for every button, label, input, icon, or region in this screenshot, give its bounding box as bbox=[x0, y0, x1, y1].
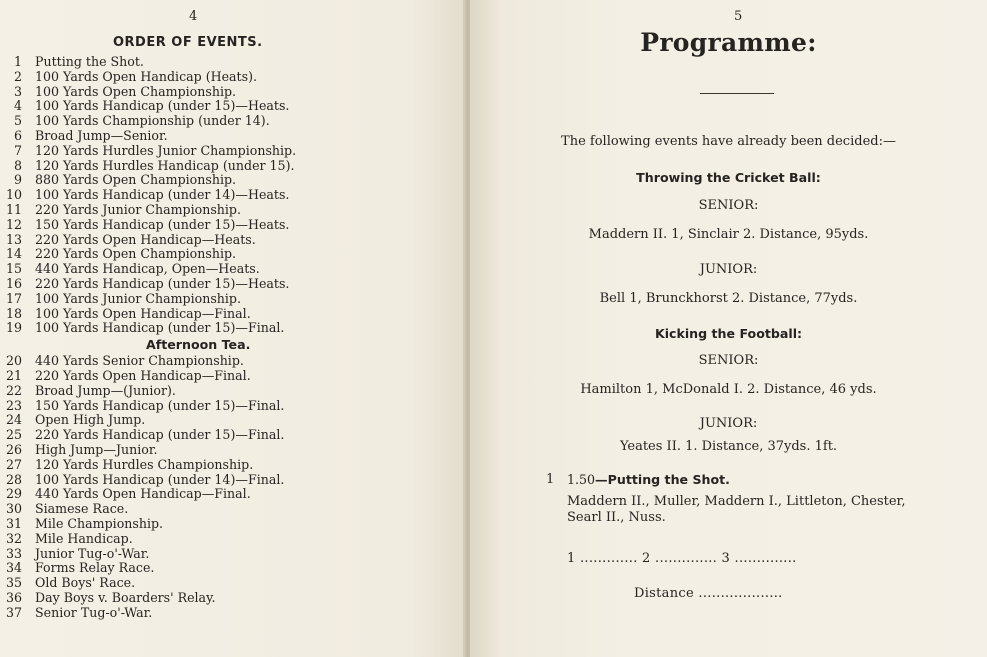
event-text: 220 Yards Open Handicap—Heats. bbox=[35, 231, 256, 247]
event-number: 10 bbox=[5, 187, 22, 203]
cricket-junior-result: Bell 1, Brunckhorst 2. Distance, 77yds. bbox=[599, 291, 858, 306]
event-text: 220 Yards Open Championship. bbox=[35, 246, 237, 262]
event-row bbox=[0, 561, 466, 576]
event-row bbox=[0, 413, 466, 428]
event-text: Broad Jump—(Junior). bbox=[35, 382, 176, 398]
left-page bbox=[0, 0, 466, 657]
event-row bbox=[0, 247, 466, 262]
event-text: Senior Tug-o'-War. bbox=[35, 604, 153, 620]
event-text: 100 Yards Handicap (under 15)—Heats. bbox=[35, 98, 290, 114]
cricket-senior-result: Maddern II. 1, Sinclair 2. Distance, 95yds. bbox=[588, 227, 869, 242]
competitors-line-1: Maddern II., Muller, Maddern I., Littleton, Chester, bbox=[567, 494, 906, 509]
event-row bbox=[0, 159, 466, 174]
event-number: 4 bbox=[13, 98, 22, 114]
event-row bbox=[0, 443, 466, 458]
event-number: 23 bbox=[5, 397, 22, 413]
event-text: 100 Yards Open Handicap—Final. bbox=[35, 305, 251, 321]
event-number: 27 bbox=[5, 456, 22, 472]
event-row bbox=[0, 369, 466, 384]
event-row bbox=[0, 517, 466, 532]
event-number: 35 bbox=[5, 575, 22, 591]
event-number: 7 bbox=[13, 142, 22, 158]
event-text: Junior Tug-o'-War. bbox=[35, 545, 150, 561]
event-text: 100 Yards Open Handicap (Heats). bbox=[35, 68, 258, 84]
event-text: 120 Yards Hurdles Championship. bbox=[35, 456, 254, 472]
event-number: 32 bbox=[5, 530, 22, 546]
competitors-line-2: Searl II., Nuss. bbox=[567, 510, 666, 525]
event-number: 14 bbox=[5, 246, 22, 262]
divider-rule bbox=[700, 93, 774, 94]
event-text: 440 Yards Open Handicap—Final. bbox=[35, 486, 251, 502]
event-text: Open High Jump. bbox=[35, 412, 146, 428]
event-row bbox=[0, 591, 466, 606]
event-number: 13 bbox=[5, 231, 22, 247]
event-row bbox=[0, 606, 466, 621]
places-entry-line: 1 ............. 2 .............. 3 .............. bbox=[567, 551, 797, 566]
event-row bbox=[0, 547, 466, 562]
event-row bbox=[0, 188, 466, 203]
event-row bbox=[0, 354, 466, 369]
event-row bbox=[0, 99, 466, 114]
event-text: Putting the Shot. bbox=[35, 54, 144, 69]
event-number: 12 bbox=[5, 216, 22, 232]
programme-title: Programme: bbox=[640, 28, 817, 57]
event-text: 220 Yards Junior Championship. bbox=[35, 201, 241, 217]
football-junior-label: JUNIOR: bbox=[699, 416, 758, 431]
event-row bbox=[0, 233, 466, 248]
event-number: 33 bbox=[5, 545, 22, 561]
event-text: Forms Relay Race. bbox=[35, 560, 155, 576]
event-row bbox=[0, 428, 466, 443]
event-text: 220 Yards Open Handicap—Final. bbox=[35, 367, 251, 383]
event-row bbox=[0, 129, 466, 144]
event-row bbox=[0, 292, 466, 307]
afternoon-events bbox=[0, 354, 466, 620]
event-number: 8 bbox=[13, 157, 22, 173]
event-text: 120 Yards Hurdles Handicap (under 15). bbox=[35, 157, 295, 173]
event-row bbox=[0, 473, 466, 488]
page-number: 4 bbox=[189, 9, 198, 24]
right-page bbox=[470, 0, 987, 657]
event-text: 100 Yards Handicap (under 15)—Final. bbox=[35, 320, 285, 336]
event-text: 100 Yards Open Championship. bbox=[35, 83, 237, 99]
event-text: 220 Yards Handicap (under 15)—Final. bbox=[35, 427, 285, 443]
event-number: 31 bbox=[5, 515, 22, 531]
cricket-heading: Throwing the Cricket Ball: bbox=[636, 170, 821, 185]
event-number: 11 bbox=[5, 201, 22, 217]
order-of-events-heading: ORDER OF EVENTS. bbox=[113, 35, 263, 50]
event-text: High Jump—Junior. bbox=[35, 441, 158, 457]
event-row bbox=[0, 144, 466, 159]
event-number: 36 bbox=[5, 589, 22, 605]
event-number: 19 bbox=[5, 320, 22, 336]
event-number: 9 bbox=[13, 172, 22, 188]
event-number: 18 bbox=[5, 305, 22, 321]
event-row bbox=[0, 70, 466, 85]
event-heading bbox=[567, 472, 730, 487]
football-senior-label: SENIOR: bbox=[698, 353, 759, 368]
event-row bbox=[0, 173, 466, 188]
distance-entry-line: Distance ................... bbox=[634, 586, 783, 601]
football-junior-result: Yeates II. 1. Distance, 37yds. 1ft. bbox=[619, 439, 838, 454]
event-time: 1.50 bbox=[567, 472, 596, 487]
event-number: 1 bbox=[13, 54, 22, 69]
event-text: Day Boys v. Boarders' Relay. bbox=[35, 589, 216, 605]
event-number: 21 bbox=[5, 367, 22, 383]
intro-text: The following events have already been decided:— bbox=[561, 134, 896, 149]
event-text: Siamese Race. bbox=[35, 501, 129, 517]
event-number: 15 bbox=[5, 261, 22, 277]
event-text: Mile Championship. bbox=[35, 515, 164, 531]
event-number: 5 bbox=[13, 113, 22, 129]
football-heading: Kicking the Football: bbox=[654, 326, 803, 341]
event-text: 100 Yards Championship (under 14). bbox=[35, 113, 270, 129]
event-text: Broad Jump—Senior. bbox=[35, 127, 168, 143]
cricket-senior-label: SENIOR: bbox=[698, 198, 759, 213]
event-row bbox=[0, 487, 466, 502]
event-number: 6 bbox=[13, 127, 22, 143]
event-number: 37 bbox=[5, 604, 22, 620]
event-row bbox=[0, 502, 466, 517]
event-row bbox=[0, 218, 466, 233]
event-text: 120 Yards Hurdles Junior Championship. bbox=[35, 142, 297, 158]
event-text: 100 Yards Handicap (under 14)—Heats. bbox=[35, 187, 290, 203]
event-row bbox=[0, 114, 466, 129]
event-number: 2 bbox=[13, 68, 22, 84]
event-row bbox=[0, 399, 466, 414]
morning-events bbox=[0, 55, 466, 336]
event-number: 17 bbox=[5, 290, 22, 306]
event-number: 25 bbox=[5, 427, 22, 443]
event-number: 16 bbox=[5, 275, 22, 291]
event-number: 28 bbox=[5, 471, 22, 487]
event-row bbox=[0, 384, 466, 399]
event-row bbox=[0, 321, 466, 336]
event-text: 220 Yards Handicap (under 15)—Heats. bbox=[35, 275, 290, 291]
cricket-junior-label: JUNIOR: bbox=[699, 262, 758, 277]
event-number: 26 bbox=[5, 441, 22, 457]
event-row bbox=[0, 576, 466, 591]
event-text: 440 Yards Senior Championship. bbox=[35, 353, 244, 369]
event-row bbox=[0, 262, 466, 277]
event-row bbox=[0, 277, 466, 292]
football-senior-result: Hamilton 1, McDonald I. 2. Distance, 46 yds. bbox=[580, 382, 877, 397]
event-text: 150 Yards Handicap (under 15)—Heats. bbox=[35, 216, 290, 232]
event-number: 3 bbox=[13, 83, 22, 99]
event-row bbox=[0, 55, 466, 70]
event-row bbox=[0, 203, 466, 218]
event-row bbox=[0, 458, 466, 473]
event-text: 100 Yards Handicap (under 14)—Final. bbox=[35, 471, 285, 487]
event-number: 20 bbox=[5, 353, 22, 369]
event-text: 100 Yards Junior Championship. bbox=[35, 290, 241, 306]
event-text: Mile Handicap. bbox=[35, 530, 133, 546]
event-number: 1 bbox=[546, 472, 555, 487]
event-text: Old Boys' Race. bbox=[35, 575, 136, 591]
afternoon-tea-label: Afternoon Tea. bbox=[146, 337, 251, 353]
event-text: 880 Yards Open Championship. bbox=[35, 172, 237, 188]
event-row bbox=[0, 85, 466, 100]
event-number: 34 bbox=[5, 560, 22, 576]
event-row bbox=[0, 307, 466, 322]
event-row bbox=[0, 532, 466, 547]
event-name: —Putting the Shot. bbox=[595, 472, 730, 487]
page-number: 5 bbox=[734, 9, 743, 24]
event-text: 150 Yards Handicap (under 15)—Final. bbox=[35, 397, 285, 413]
event-number: 24 bbox=[5, 412, 22, 428]
events-list bbox=[0, 55, 466, 620]
event-number: 29 bbox=[5, 486, 22, 502]
event-number: 30 bbox=[5, 501, 22, 517]
event-number: 22 bbox=[5, 382, 22, 398]
event-text: 440 Yards Handicap, Open—Heats. bbox=[35, 261, 260, 277]
